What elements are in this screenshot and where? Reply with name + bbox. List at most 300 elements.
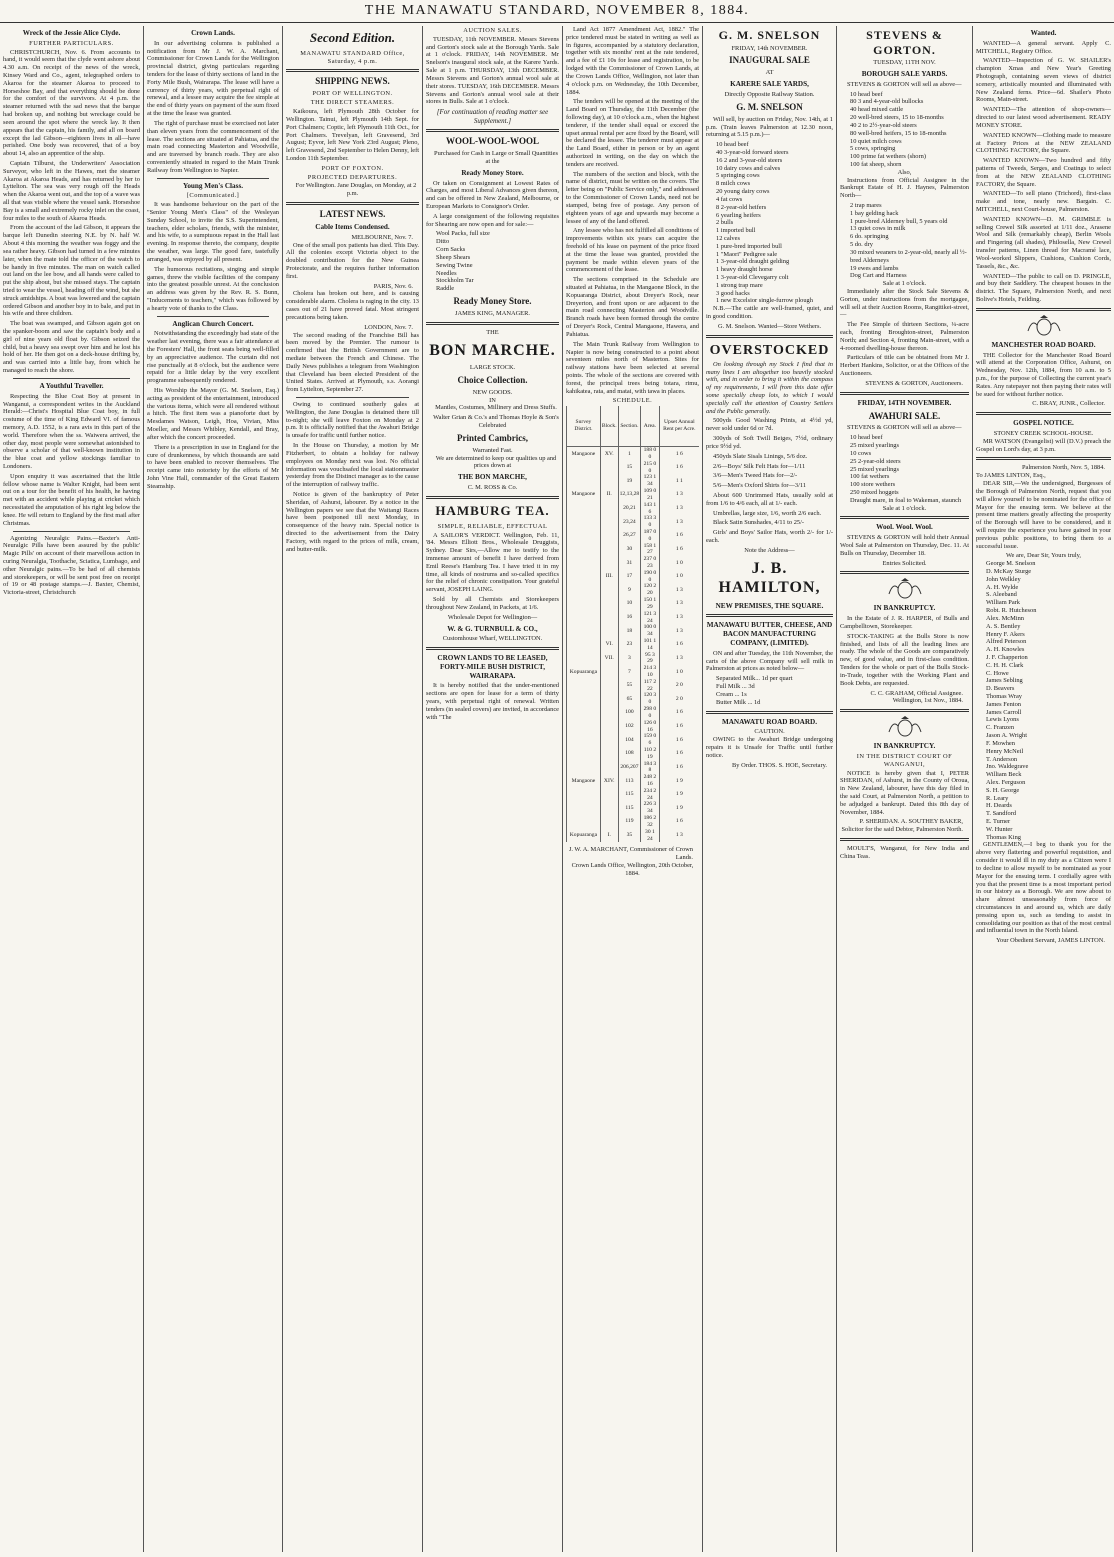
turnbull-name: W. & G. TURNBULL & CO., [447,624,538,633]
table-cell: 31 [618,556,641,570]
road-board-heading: MANAWATU ROAD BOARD. [721,717,818,726]
signatory-name: James Sebling [986,677,1023,685]
table-row [567,652,700,666]
table-row [567,733,700,747]
signatory-name: F. Mowhen [986,739,1015,747]
table-cell [567,570,601,584]
table-cell: 23,24 [618,515,641,529]
table-row [567,665,700,679]
second-edition-title: Second Edition. [309,30,396,45]
table-cell: 1 9 [659,788,699,802]
snelson-heading: G. M. SNELSON [718,28,821,42]
hamburg-sold: Sold by all Chemists and Storekeepers throughout New Zealand, in Packets, at 1/6. [426,596,559,611]
table-cell: 100 [618,706,641,720]
crown-lands-para-2: The right of purchase must be exercised not later than eleven years from the commencement of the lease. The sections are situated at Pahiatua, and the main road connecting Masterton and Woodville, and are traversed by branch roads. They are also conveniently situated in regard to the Main Trunk Railway from Wellington to Napier. [147,119,279,174]
signatory-name: Alfred Peterson [986,638,1027,646]
wanted-heading: Wanted. [1030,29,1057,37]
table-cell: 1 3 [659,597,699,611]
table-cell: 119 [618,815,641,829]
table-row [567,774,700,788]
cable-para-3: The second reading of the Franchise Bill has been moved by the Premier. The rumour is confirmed that the British Government are to mediate between the French and Chinese. The Daily News publishes a telegram from Washington that Cleveland has been elected President of the United States. Arrived at Plymouth, s.s. Aorangi from Lyttelton, September 27. [286,331,419,394]
table-cell [567,515,601,529]
divider [157,178,269,179]
bon-line-3: NEW GOODS. [472,388,513,396]
list-item: Dog Cart and Harness [850,272,907,280]
table-cell: 1 3 [659,829,699,843]
table-cell: 126 0 16 [641,720,659,734]
the-label: THE [486,328,499,336]
table-cell: 2 0 [659,692,699,706]
divider [286,69,419,72]
overstock-lot: Girls' and Boys' Sailor Hats, worth 2/- for 1/- each. [706,529,833,545]
signatory-name: E. Turner [986,818,1011,826]
wool-items [436,230,559,293]
list-item: 100 fat wethers [850,473,890,481]
dairy-para: ON and after Tuesday, the 11th November, the carts of the above Company will sell milk in Palmerston at prices as noted below— [706,649,833,673]
table-cell: 55 [618,679,641,693]
overstock-lot: Black Satin Sunshades, 4/11 to 25/- [713,519,805,527]
signatory-name: A. H. Wylde [986,583,1019,591]
table-cell: 188 0 0 [641,447,659,461]
table-cell [567,638,601,652]
bankruptcy-heading-2: IN BANKRUPTCY. [873,742,936,751]
departures-heading: PROJECTED DEPARTURES. [307,173,398,181]
table-cell: XIV. [600,774,618,788]
table-cell: 1 3 [659,583,699,597]
table-cell: 120 3 0 [641,692,659,706]
divider [13,378,130,379]
table-row [567,638,700,652]
table-cell [600,515,618,529]
lease-para-1: Land Act 1877 Amendment Act, 1882." The price tendered must be stated in writing as well as in figures, accompanied by a statutory declaration, together with six months' rent at the rate tendered, and a fee of £1 10s for lease and registration, to be lodged with the Commissioner of Crown Lands, at the Crown Lands Office, Wellington, not later than 4 o'clock p.m. on Wednesday, the 10th December, 1884. [566,26,699,96]
table-cell: VII. [600,652,618,666]
table-cell: 150 1 29 [641,597,659,611]
table-cell: 2 0 [659,679,699,693]
signatory-name: Thomas Wray [986,693,1023,701]
schedule-column-header: Area. [641,406,659,447]
bankruptcy-2-para: NOTICE is hereby given that I, PETER SHERIDAN, of Ashurst, in the County of Oroua, in New Zealand, labourer, have this day filed in the said Court, at Palmerston North, a petition to be adjudged a bankrupt. Dated this 8th day of November, 1884. [840,769,969,816]
table-row [567,597,700,611]
table-cell: 1 6 [659,733,699,747]
paris-dateline: PARIS, Nov. 6. [373,282,413,290]
divider [426,129,559,132]
signatory-name: T. Anderson [986,755,1018,763]
table-cell: 1 3 [659,611,699,625]
overstock-lot: 300yds of Soft Twill Beiges, 7½d, ordinary price 9½d yd. [706,435,833,450]
port-wellington: PORT OF WELLINGTON. [312,90,393,98]
table-cell: 298 0 0 [641,706,659,720]
signatory-name: W. Hunter [986,825,1013,833]
table-cell: 1 6 [659,815,699,829]
list-item: 10 head beef [850,90,883,98]
table-cell: 234 2 24 [641,788,659,802]
signatory-name: Alex. McMinn [986,614,1024,622]
list-item: 40 2 to 2½-year-old steers [850,121,917,129]
table-cell: 1 3 [659,515,699,529]
wanted-wethers: G. M. Snelson. Wanted—Store Wethers. [717,322,822,330]
table-cell: 109 0 21 [641,488,659,502]
list-item: 1 heavy draught horse [716,266,773,274]
list-item: 20 young dairy cows [716,188,770,196]
wool-sale-heading: Wool. Wool. Wool. [876,523,933,532]
table-cell: 108 [618,747,641,761]
sg-para-3: Particulars of title can be obtained from Mr J. Herbert Hankins, Solicitor, or at the Offices of the Auctioneers. [840,354,969,378]
table-row [567,801,700,815]
table-cell [567,788,601,802]
table-cell: 1 6 [659,638,699,652]
table-cell: 1 1 [659,474,699,488]
shipping-heading: SHIPPING NEWS. [315,76,390,87]
marchant-signature: J. W. A. MARCHANT, Commissioner of Crown Lands. [568,846,693,862]
signatory-name: George M. Snelson [986,560,1036,568]
crown-lands-heading: Crown Lands. [191,29,235,37]
requisition-letter: DEAR SIR,—We the undersigned, Burgesses of the Borough of Palmerston North, request that you will allow yourself to be nominated for the office of Mayor for the ensuing term. We believe at the present time matters greatly affecting the prosperity of the Borough will have to be considered, and it will require the experience you have gained in your previous public positions, to bring them to a successful issue. [976,480,1111,550]
table-cell: 3 [618,652,641,666]
table-cell: 158 1 27 [641,543,659,557]
table-cell [567,502,601,516]
list-item: Sewing Twine [436,261,473,269]
list-item: 10 quiet milch cows [850,137,902,145]
divider [840,392,969,395]
list-item: 40 head mixed cattle [850,106,904,114]
table-row [567,502,700,516]
table-cell [600,788,618,802]
gospel-heading: GOSPEL NOTICE. [1013,419,1074,428]
sale-time: Sale at 1 o'clock. [882,280,927,288]
table-cell: 121 3 24 [641,611,659,625]
signatories-list [986,560,1111,841]
lease-para-6: The Main Trunk Railway from Wellington to Napier is now being constructed to a point about seventeen miles north of Masterton. Sites for railway stations have been selected at several points. The whole of the sections are covered with forest, the principal trees being totara, rimu, kahikatea, rata, and matai, with tawa in places. [566,340,699,395]
sg-intro: STEVENS & GORTON will sell as above— [847,80,962,88]
wreck-heading: Wreck of the Jessie Alice Clyde. [22,29,121,37]
list-item: Needles [436,269,457,277]
lease-para-4: Any lessee who has not fulfilled all conditions of improvements within six years can acquire the freehold of his lease on payment of the price fixed at the time the lease was granted, provided the payment be made within eleven years of the commencement of the lease. [566,227,699,274]
wanted-1: WANTED—A general servant. Apply C. MITCHELL, Registry Office. [976,39,1111,55]
auction-list: TUESDAY, 11th NOVEMBER. Messrs Stevens and Gorton's stock sale at the Borough Yards. Sale at 1 o'clock. FRIDAY, 14th NOVEMBER. Mr Snelson's inaugural stock sale, at the Karere Yards. Sale at 1 p.m. THURSDAY, 13th DECEMBER. Messrs Stevens and Gorton's annual wool sale at their stores. TUESDAY, 16th DECEMBER. Messrs Stevens and Gorton's annual wool sale at their stores in Bulls. Sale at 1 o'clock. [426,35,559,106]
table-cell: 1 6 [659,543,699,557]
entries-solicited: Entries Solicited. [882,559,927,567]
table-cell [600,665,618,679]
table-row [567,556,700,570]
list-item: 5 springing cows [716,172,760,180]
wreck-subheading: FURTHER PARTICULARS. [29,39,114,47]
table-cell [600,556,618,570]
table-cell [567,720,601,734]
divider [426,496,559,499]
overstock-lots [706,417,833,544]
divider [976,412,1111,415]
table-cell: 115 [618,788,641,802]
bon-line-1: LARGE STOCK. [469,364,516,372]
column-4 [422,26,562,1552]
table-cell [567,652,601,666]
turnbull-address: Customhouse Wharf, WELLINGTON. [442,635,543,643]
table-row [567,692,700,706]
ready-money-store-2: Ready Money Store. [453,295,532,306]
list-item: 1 "Maori" Pedigree sale [716,250,778,258]
overstock-lot: 2/6—Boys' Silk Felt Hats for—1/11 [713,462,806,470]
at-label: AT [765,69,774,77]
bon-line-2: Choice Collection. [457,374,528,385]
sg-para-1: Immediately after the Stock Sale Stevens & Gorton, under instructions from the mortgagee, will sell at their Auction Rooms, Rangitikei-street,— [840,287,969,319]
overstock-lot: 3/6—Men's Tweed Hats for—2/- [713,472,798,480]
divider [426,647,559,650]
overstocked-para: On looking through my Stock I find that in many lines I am altogether too heavily stocked with, and in order to bring it within the compass of my requirements, I will from this date offer some specially cheap lots, to which I would specially call the attention of Country Settlers and the Public generally. [706,360,833,415]
overstocked-heading: OVERSTOCKED [709,342,830,358]
table-cell: 133 3 0 [641,515,659,529]
bon-items: Mantles, Costumes, Millinery and Dress Stuffs. [435,404,557,412]
masthead: THE MANAWATU STANDARD, NOVEMBER 8, 1884. [0,2,1114,23]
sale-time-2: Sale at 1 o'clock. [882,504,927,512]
divider [976,457,1111,460]
list-item: Wool Packs, full size [436,230,490,238]
hamburg-testimonial: A SAILOR'S VERDICT. Wellington, Feb. 11, '84. Messrs Elliott Bros., Wholesale Druggists, Sydney. Dear Sirs,—Allow me to testify to the immense amount of benefit I have derived from Emil Reese's Hamburg Tea. I have tried it in my time, all kinds of nostrums and so-called specifics for the relief of chronic constipation. Your grateful servant, JOSEPH LAING. [426,531,559,594]
table-row [567,461,700,475]
hamburg-tea-sub: SIMPLE, RELIABLE, EFFECTUAL [437,522,548,530]
awahuri-sale: AWAHURI SALE. [868,410,941,421]
table-cell: 1 6 [659,761,699,775]
overstock-lot: Umbrellas, large size, 1/6, worth 2/6 each. [713,509,822,517]
divider [840,838,969,841]
table-cell: 1 6 [659,447,699,461]
list-item: 12 calves [716,234,740,242]
column-2 [143,26,282,1552]
signatory-name: Henry McNeil [986,747,1024,755]
lease-para-3: The numbers of the section and block, with the name of district, must be written on the covers. The letter being on "Public Service only," and addressed to the Commissioner of Crown Lands, need not be stamped, being free of postage. Any person of eighteen years of age and upwards may become a lessee of any of the land offered. [566,170,699,225]
table-cell: 30 [618,543,641,557]
departures-para: For Wellington. Jane Douglas, on Monday, at 2 p.m. [295,182,417,198]
table-cell [600,624,618,638]
table-cell [600,679,618,693]
table-cell [567,611,601,625]
table-cell: 95 3 29 [641,652,659,666]
column-6 [702,26,836,1552]
table-cell [600,474,618,488]
table-cell: 35 [618,829,641,843]
divider [13,531,130,532]
list-item: 8 milch cows [716,180,751,188]
schedule-column-header: Survey District. [567,406,601,447]
youthful-para-2: Upon enquiry it was ascertained that the little fellow whose name is Walter Knight, had been sent out on a tour for the benefit of his health, he having met with an accident while playing at cricket which necessitated the amputation of his right leg below the knee. He will return to England by the first mail after Christmas. [3,472,140,527]
nb-note: N.B.—The cattle are well-framed, quiet, and in good condition. [706,305,833,321]
divider [426,322,559,325]
divider [706,335,833,338]
list-item: 1 imported bull [716,227,756,235]
table-cell: 7 [618,665,641,679]
manchester-signature: C. BRAY, JUNR., Collector. [1032,400,1105,408]
bankruptcy-1-signature: C. C. GRAHAM, Official Assignee. Wellington, 1st Nov., 1884. [870,689,963,705]
wanted-8: WANTED—The public to call on D. PRINGLE, and buy their Saddlery. The cheapest houses in the district. The Square, Palmerston North, and next Bolive's Hotels, Feilding. [976,272,1111,303]
divider [706,711,833,714]
crown-lands-para-1: In our advertising columns is published a notification from Mr J. W. A. Marchant, Commissioner for Crown Lands for the Wellington provincial district, giving particulars regarding tenders for the lease of thirty sections of land in the Forty Mile Bush, Wairarapa. The lease will have a currency of thirty years, with perpetual right of renewal, and a lessee may acquire the fee simple at the end of thirty years on payment of the sum fixed at the time the lease was granted. [147,39,279,118]
table-cell [567,733,601,747]
borough-yards: BOROUGH SALE YARDS. [861,70,948,79]
bon-in: IN [489,396,496,404]
table-cell: I. [600,829,618,843]
table-cell [567,556,601,570]
table-cell: 23 [618,638,641,652]
list-item: 1 pure-bred Alderney bull, 5 years old [850,217,948,225]
will-sell: Will sell, by auction on Friday, Nov. 14th, at 1 p.m. (Train leaves Palmerston at 12.30 noon, returning at 5.15 p.m.)— [706,115,833,139]
list-item: 250 mixed hoggets [850,488,899,496]
list-item: 25 mixed yearlings [850,465,899,473]
bankruptcy-heading-1: IN BANKRUPTCY. [873,604,936,613]
table-cell: 18 [618,624,641,638]
manchester-road-board: MANCHESTER ROAD BOARD. [991,340,1096,349]
cable-heading: Cable Items Condensed. [315,222,390,231]
wool-requisites: A large consignment of the following requisites for Shearing are now open and for sale:— [426,212,559,228]
table-cell: Mangaone [567,488,601,502]
lease-para-5: The sections comprised in the Schedule are situated at Pahiatua, in the Mangaone Block, in the Kopuaranga District, about Dreyer's Rock, near Dreyerton, and front upon or are adjacent to the main road connecting Masterton and Woodville. Branch roads have been formed through the centre of Dreyer's Rock, Central Mangaone, Hawera, and Pahiatua. [566,276,699,338]
list-item: 30 mixed weaners to 2-year-old, nearly all ½-bred Alderneys [850,248,967,264]
list-item: Ditto [436,238,450,246]
list-item: 1 strong trap mare [716,281,763,289]
table-cell: 184 3 8 [641,761,659,775]
signatory-name: A. S. Bentley [986,622,1021,630]
wreck-para-2: Captain Tilburst, the Underwriters' Association Surveyor, who left in the Hawes, met the steamer Akaroa at Akaroa Heads, and has returned by her to Lyttelton. The sea was very rough off the Heads when the Akaroa went out, and the top of a wave was all that was visible where the vessel sank. Horseshoe Bay is a small and extremely rocky inlet on the coast, four miles to the south of Akaroa Heads. [3,159,140,222]
table-row [567,706,700,720]
table-cell: 206,207 [618,761,641,775]
list-item: Full Milk ... 3d [716,683,755,691]
schedule-table [566,406,699,842]
divider [840,709,969,712]
list-item: 2 bulls [716,219,734,227]
list-item: Separated Milk... 1d per quart [716,675,793,683]
table-cell: 100 0 34 [641,624,659,638]
table-row [567,570,700,584]
crown-lease-heading: CROWN LANDS TO BE LEASED, FORTY-MILE BUSH DISTRICT, WAIRARAPA. [437,654,548,680]
table-cell: 186 2 32 [641,815,659,829]
signatory-name: C. Howe [986,669,1009,677]
stevens-gorton-heading: STEVENS & GORTON. [866,28,943,57]
neuralgia-ad: Agonizing Neuralgic Pains.—Baxter's Anti-Neuralgic Pills have been assured by the public' Magic Pills' on account of their marvellous action in curing Neuralgia, Toothache, Sciatica, Lumbago, and other Neuralgic pains.—To be had of all chemists and storekeepers, or will be sent post free on receipt of 19 or 48 postage stamps.—J. Baxter, Chemist, Victoria-street, Christchurch [3,534,140,597]
table-cell: 115 [618,801,641,815]
manager-line: JAMES KING, MANAGER. [455,309,530,317]
signatory-name: A. H. Knowles [986,646,1025,654]
signatory-name: William Park [986,599,1020,607]
young-mens-heading: Young Men's Class. [182,181,244,190]
signatory-name: D. McKay Sturge [986,568,1032,576]
letter-addressee: To JAMES LINTON, Esq., [976,472,1046,480]
table-cell: 65 [618,692,641,706]
table-cell: 17 [618,570,641,584]
linton-signature: Your Obedient Servant, JAMES LINTON. [996,937,1105,945]
column-3 [282,26,422,1552]
signatory-name: Henry F. Akers [986,630,1025,638]
table-row [567,529,700,543]
awahuri-intro: STEVENS & GORTON will sell as above— [847,424,962,432]
steamers-para: Kaikoura, left Plymouth 28th October for Wellington. Tainui, left Plymouth 14th Sept. for Port Chalmers; Coptic, left Plymouth 11th Oct., for Port Chalmers. Trevelyan, left Gravesend, 3rd August; Eyvor, left New York 23rd August; Pleno, left Gravesend, 2nd September to Helen Denny, left London 11th September. [286,108,419,162]
district-court: IN THE DISTRICT COURT OF WANGANUI, [856,752,953,768]
table-cell: 110 2 19 [641,747,659,761]
young-mens-para-2: The humorous recitations, singing and simple games, threw the visible facilities of the company into the greatest possible unrest. At the conclusion an address was given by the Rev. R. S. Bunn, "Inducements to teachers," which was followed by a hearty vote of thanks to the Class. [147,265,279,312]
list-item: 100 fat sheep, shorn [850,160,902,168]
table-cell [600,597,618,611]
wreck-para-1: CHRISTCHURCH, Nov. 6. From accounts to hand, it would seem that the clyde went ashore about 4.30 a.m. On receipt of the news of the wreck, Kinsey Ward and Co., agent, telegraphed orders to Akaroa for the steamer Akaroa to proceed to Horseshoe Bay, and that everything should be done for the comfort of the survivors. At 4 p.m. the steamer returned with the sad news that the barque had broken up, and nothing but wreckage could be seen around the spot where the wreck lay. It then appears that the captain, his family, and all on board except the lad Gibson—eighteen lives in all—have perished. One body was recovered, that of a boy about 14, also an apprentice of the ship. [3,48,140,158]
table-cell: VI. [600,638,618,652]
wanted-3: WANTED—The attention of shop-owners—directed to our latest wood advertisement. READY MONEY STORE. [976,106,1111,129]
table-row [567,447,700,461]
awahuri-list [850,434,969,504]
hamilton-name: J. B. HAMILTON, [718,559,821,597]
list-item: 6 yearling heifers [716,211,761,219]
table-row [567,474,700,488]
list-item: 5 cows, springing [850,145,896,153]
friday-14th: FRIDAY, 14TH NOVEMBER. [857,398,952,407]
table-body [567,447,700,843]
list-item: 10 head beef [850,434,883,442]
printed-cambrics: Printed Cambrics, [457,432,528,443]
sg-also-para: Instructions from Official Assignee in the Bankrupt Estate of H. J. Haynes, Palmerston North— [840,176,969,200]
warranted-fast: Warranted Fast. [472,446,513,454]
signatory-name: D. Beavers [986,685,1015,693]
table-cell: Kopuaranga [567,665,601,679]
signatory-name: S. Aleeband [986,591,1017,599]
depot-line: Wholesale Depot for Wellington— [447,613,538,621]
table-cell: 113 [618,774,641,788]
latest-news-heading: LATEST NEWS. [319,209,386,220]
royal-crest-icon [885,716,925,738]
table-cell: Kopuaranga [567,829,601,843]
list-item: Butter Milk ... 1d [716,698,761,706]
signatory-name: William Beck [986,771,1022,779]
column-7 [836,26,972,1552]
table-cell: 1 6 [659,706,699,720]
table-cell: 1 9 [659,774,699,788]
signatory-name: S. H. George [986,786,1020,794]
wool-consignment: Or taken on Consignment at Lowest Rates of Charges, and most Liberal Advances given thereon, and can be offered in New Zealand, Melbourne, or European Markets to Consignor's Order. [426,179,559,210]
list-item: 10 head beef [716,141,749,149]
stoney-creek: STONEY CREEK SCHOOL-HOUSE. [993,430,1094,438]
gospel-para: MR WATSON (Evangelist) will (D.V.) preach the Gospel on Lord's day, at 3 p.m. [976,437,1111,453]
edition-office: MANAWATU STANDARD Office, Saturday, 4 p.m. [300,49,405,65]
table-cell [567,461,601,475]
royal-crest-icon [885,578,925,600]
list-item: 40 3-year-old forward steers [716,149,789,157]
gm-snelson: G. M. SNELSON [736,101,803,112]
signatory-name: James Fenton [986,700,1021,708]
table-cell: 1 3 [659,624,699,638]
table-row [567,488,700,502]
divider [840,571,969,574]
table-row [567,679,700,693]
signatory-name: C. H. H. Clark [986,661,1024,669]
divider [706,614,833,617]
table-cell [567,801,601,815]
divider [296,397,409,398]
list-item: 1 pure-bred imported bull [716,242,782,250]
moults-ad: MOULT'S, Wanganui, for New India and China Teas. [840,845,969,860]
table-cell [600,733,618,747]
table-cell [567,597,601,611]
wanted-4: WANTED KNOWN—Clothing made to measure at Factory Prices at the NEW ZEALAND CLOTHING FACTORY, the Square. [976,131,1111,155]
table-row [567,543,700,557]
column-5 [562,26,702,1552]
table-cell: 159 0 6 [641,733,659,747]
divider [840,516,969,519]
anglican-para-3: There is a prescription in use in England for the cure of drunkenness, by which thousands are said to have been enabled to recover themselves. The receipt came into notoriety by the efforts of Mr John Vine Hall, commander of the Great Eastern Steamship. [147,443,279,490]
signatory-name: John Welkley [986,575,1021,583]
table-cell: Mangaone [567,447,601,461]
sg-also-list [850,202,969,280]
signatory-name: C. Franzen [986,724,1015,732]
table-cell: 117 2 22 [641,679,659,693]
wanted-5: WANTED KNOWN—Two hundred and fifty patterns of Tweeds, Serges, and Coatings to select from at the NEW ZEALAND CLOTHING FACTORY, the Square. [976,157,1111,188]
list-item: 16 2 and 3-year-old steers [716,156,783,164]
table-row [567,815,700,829]
signatory-name: Jason A. Wright [986,732,1027,740]
wanted-2: WANTED—Inspection of G. W. SHAILER's champion Xmas and New Year's Greeting Photograph, containing seven views of district scenery, artistically mounted and illuminated with New Zealand ferns. Price—6d. Shailer's Photo Rooms, Main-street. [976,57,1111,104]
